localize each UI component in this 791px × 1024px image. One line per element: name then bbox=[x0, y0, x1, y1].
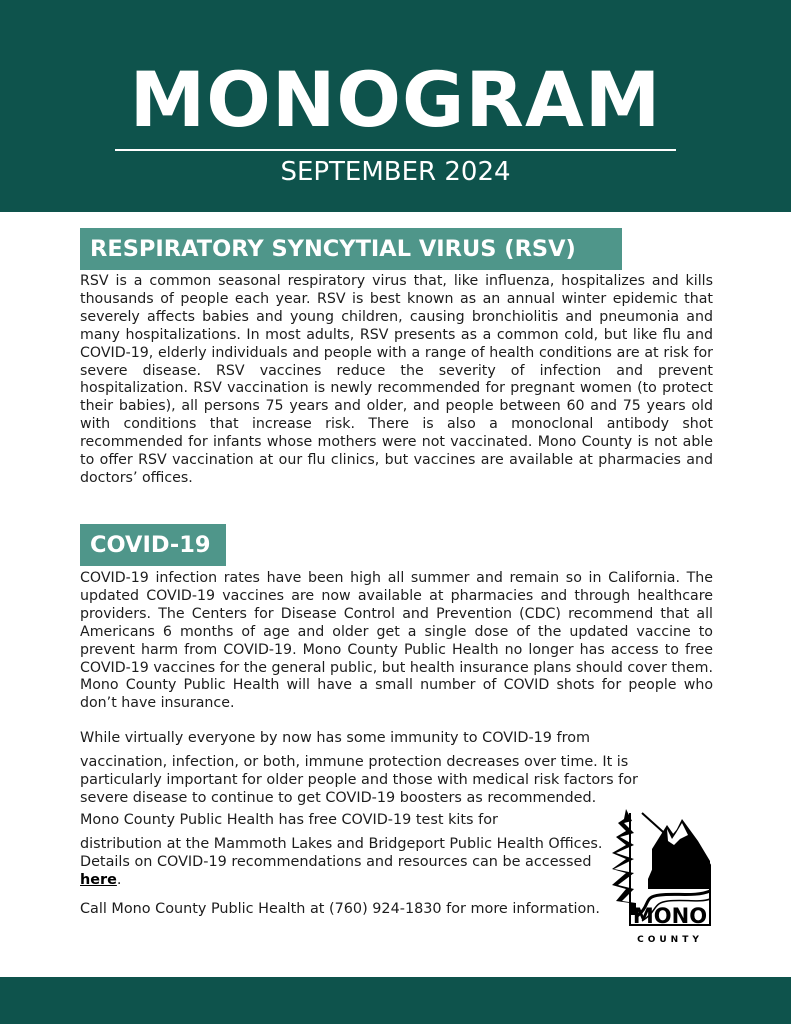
covid-paragraph-3-end: . bbox=[116, 871, 122, 888]
covid-paragraph-3-first-line: Mono County Public Health has free COVID-19 test kits for bbox=[80, 812, 498, 828]
rsv-paragraph: RSV is a common seasonal respiratory virus that, like influenza, hospitalizes and kills thousands of people each year. RSV is best known as an annual winter epidemic that severely affects babies and young children, causing bronchiolitis and pneumonia and many hospitalizations. In most adults, RSV presents as a common cold, but like flu and COVID-19, elderly individuals and people with a range of health conditions are at risk for severe disease. RSV vaccines reduce the severity of infection and prevent hospitalization. RSV vaccination is newly recommended for pregnant women (to protect their babies), all persons 75 years and older, and people between 60 and 75 years old with conditions that increase risk. There is also a monoclonal antibody shot recommended for infants whose mothers were not vaccinated. Mono County is not able to offer RSV vaccination at our flu clinics, but vaccines are available at pharmacies and doctors’ offices. bbox=[80, 273, 713, 486]
covid-paragraph-3-rest: distribution at the Mammoth Lakes and Bridgeport Public Health Offices. Details on COVID-19 recommendations and resources can be accessed bbox=[80, 835, 603, 870]
rsv-section-heading: RESPIRATORY SYNCYTIAL VIRUS (RSV) bbox=[80, 228, 622, 270]
footer-band bbox=[0, 977, 791, 1024]
logo-county-text: COUNTY bbox=[637, 935, 703, 945]
mono-county-logo bbox=[612, 805, 716, 947]
covid-paragraph-2 bbox=[80, 730, 655, 808]
covid-paragraph-1: COVID-19 infection rates have been high all summer and remain so in California. The updated COVID-19 vaccines are now available at pharmacies and through healthcare providers. The Centers for Disease Control and Prevention (CDC) recommend that all Americans 6 months of age and older get a single dose of the updated vaccine to prevent harm from COVID-19. Mono County Public Health no longer has access to free COVID-19 vaccines for the general public, but health insurance plans should cover them. Mono County Public Health will have a small number of COVID shots for people who don’t have insurance. bbox=[80, 570, 713, 712]
logo-mono-text: MONO bbox=[632, 904, 708, 928]
mono-county-logo-icon bbox=[612, 805, 716, 947]
covid-paragraph-2-rest: vaccination, infection, or both, immune protection decreases over time. It is particularly important for older people and those with medical risk factors for severe disease to continue to get COVID-19 boosters as recommended. bbox=[80, 753, 638, 806]
covid-section-heading: COVID-19 bbox=[80, 524, 226, 566]
newsletter-title: MONOGRAM bbox=[129, 55, 662, 144]
issue-date: SEPTEMBER 2024 bbox=[280, 157, 511, 187]
resources-here-link[interactable]: here bbox=[80, 871, 117, 888]
covid-paragraph-2-first-line: While virtually everyone by now has some immunity to COVID-19 from bbox=[80, 730, 591, 746]
covid-paragraph-3 bbox=[80, 812, 610, 890]
contact-paragraph: Call Mono County Public Health at (760) 924-1830 for more information. bbox=[80, 901, 600, 917]
masthead-divider bbox=[115, 149, 676, 151]
masthead-band bbox=[0, 0, 791, 212]
